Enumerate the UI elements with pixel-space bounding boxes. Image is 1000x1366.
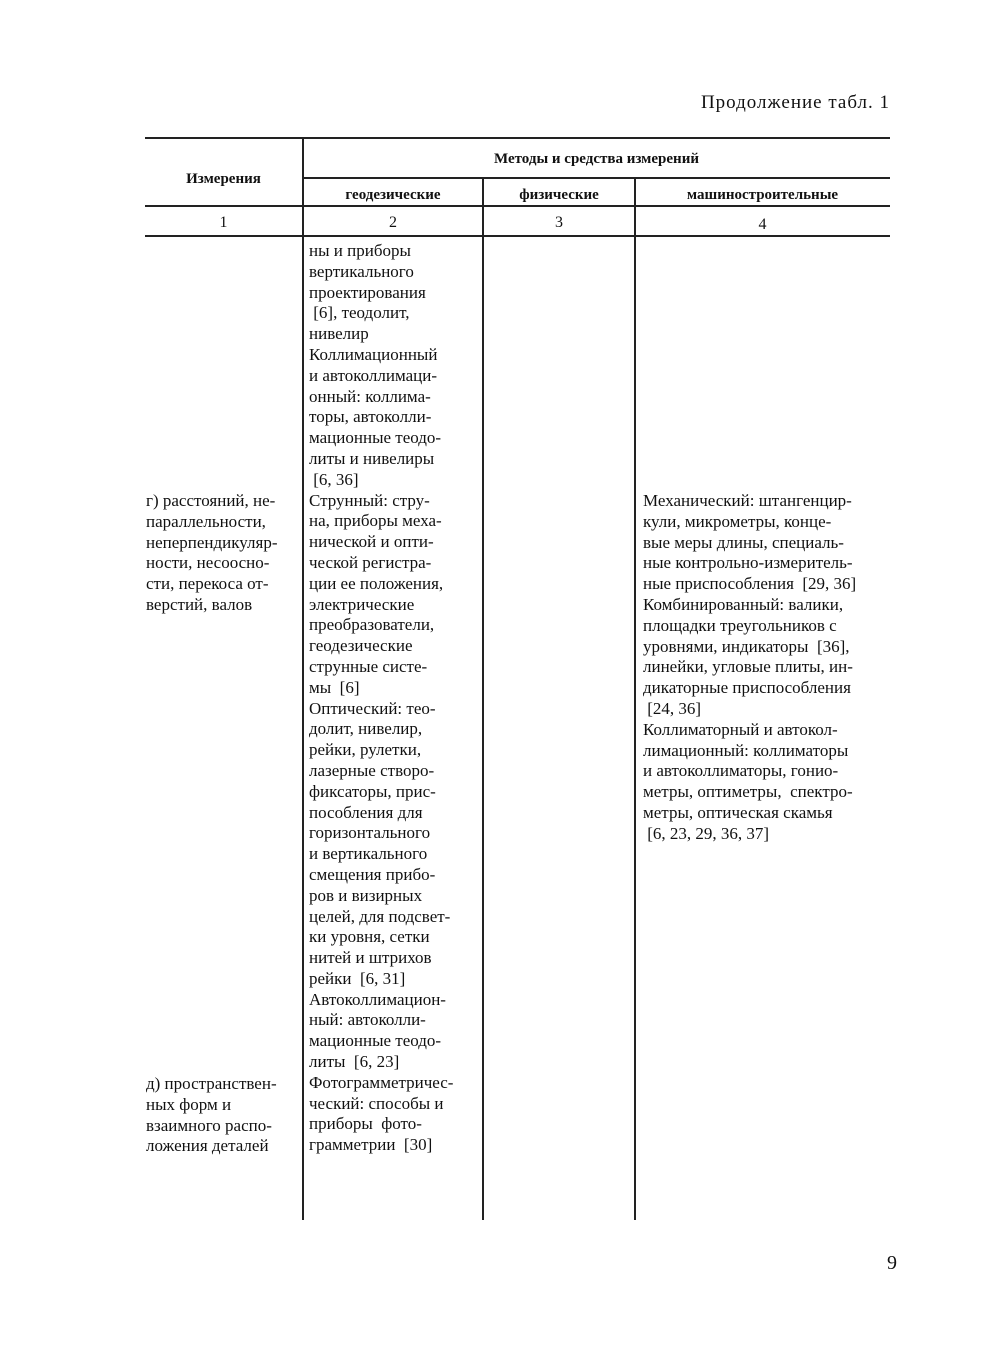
column-number-2: 2	[389, 214, 397, 231]
text-line: нической и опти-	[309, 532, 434, 552]
text-line: ны и приборы	[309, 241, 411, 260]
text-line: мационные теодо-	[309, 428, 442, 448]
text-line: ции ее положения,	[309, 573, 444, 593]
text-line: электрические	[309, 594, 415, 614]
text-line: взаимного распо-	[146, 1115, 272, 1135]
text-line: вертикального	[309, 261, 414, 281]
measurement-item-d	[146, 1074, 277, 1157]
text-line: литы и нивелиры	[309, 448, 435, 468]
text-line: параллельности,	[146, 511, 266, 531]
text-line: ческий: способы и	[309, 1093, 444, 1113]
text-line: Фотограмметричес-	[309, 1072, 454, 1092]
text-line: и автоколлимаци-	[309, 365, 437, 385]
text-line: и вертикального	[309, 844, 428, 864]
text-line: Коллимационный	[309, 344, 438, 364]
text-line: ки уровня, сетки	[309, 927, 430, 947]
text-line: фиксаторы, прис-	[309, 781, 436, 801]
subheader-physical: физические	[519, 187, 599, 203]
text-line: Механический: штангенцир-	[643, 491, 852, 510]
text-line: линейки, угловые плиты, ин-	[643, 657, 853, 677]
text-line: [6, 23, 29, 36, 37]	[643, 823, 770, 843]
column-divider-3	[634, 177, 636, 1220]
text-line: ных форм и	[146, 1094, 232, 1114]
text-line: лимационный: коллиматоры	[643, 740, 849, 760]
text-line: вые меры длины, специаль-	[643, 532, 844, 552]
text-line: горизонтального	[309, 823, 431, 843]
text-line: мы [6]	[309, 677, 360, 697]
column-divider-2	[482, 177, 484, 1220]
column-header-measurements: Измерения	[186, 171, 261, 187]
text-line: ный: автоколли-	[309, 1010, 426, 1030]
mechanical-methods-cell	[643, 491, 856, 845]
text-line: неперпендикуляр-	[146, 532, 278, 552]
table-top-rule	[145, 137, 890, 139]
page-number: 9	[887, 1252, 897, 1274]
text-line: ложения деталей	[146, 1136, 269, 1156]
text-line: дикаторные приспособления	[643, 678, 851, 698]
text-line: кули, микрометры, конце-	[643, 511, 832, 531]
text-line: торы, автоколли-	[309, 407, 432, 427]
group-header-rule	[303, 177, 890, 179]
text-line: нивелир	[309, 324, 369, 344]
text-line: ности, несоосно-	[146, 553, 270, 573]
text-line: рейки [6, 31]	[309, 968, 406, 988]
subheader-mechanical: машиностроительные	[686, 187, 839, 203]
text-line: и автоколлиматоры, гонио-	[643, 761, 839, 781]
text-line: метры, оптиметры, спектро-	[643, 782, 853, 802]
text-line: Автоколлимацион-	[309, 989, 446, 1009]
text-line: пособления для	[309, 802, 423, 822]
measurement-item-g	[146, 491, 278, 616]
subheader-geodetic: геодезические	[345, 187, 441, 203]
text-line: долит, нивелир,	[309, 719, 423, 739]
text-line: площадки треугольников с	[643, 615, 837, 635]
text-line: струнные систе-	[309, 656, 428, 676]
column-number-3: 3	[555, 214, 563, 231]
column-divider-1	[302, 137, 304, 1220]
text-line: нитей и штрихов	[309, 948, 432, 968]
text-line: [24, 36]	[643, 698, 702, 718]
text-line: мационные теодо-	[309, 1031, 442, 1051]
text-line: целей, для подсвет-	[309, 906, 451, 926]
text-line: лазерные створо-	[309, 760, 435, 780]
text-line: геодезические	[309, 636, 413, 656]
text-line: приборы фото-	[309, 1114, 422, 1134]
text-line: г) расстояний, не-	[146, 491, 276, 510]
text-line: верстий, валов	[146, 594, 253, 614]
text-line: метры, оптическая скамья	[643, 802, 833, 822]
text-line: проектирования	[309, 282, 426, 302]
group-header-methods: Методы и средства измерений	[494, 151, 699, 167]
text-line: уровнями, индикаторы [36],	[643, 636, 850, 656]
text-line: Комбинированный: валики,	[643, 594, 844, 614]
column-number-4: 4	[758, 216, 767, 233]
geodetic-methods-cell	[309, 241, 453, 1156]
text-line: ров и визирных	[309, 885, 423, 905]
text-line: рейки, рулетки,	[309, 740, 422, 760]
numbers-bottom-rule	[145, 235, 890, 237]
text-line: [6, 36]	[309, 469, 359, 489]
header-bottom-rule	[145, 205, 890, 207]
table-continuation-label: Продолжение табл. 1	[700, 92, 890, 113]
text-line: преобразователи,	[309, 615, 435, 635]
text-line: Коллиматорный и автокол-	[643, 719, 838, 739]
text-line: ные приспособления [29, 36]	[643, 574, 857, 594]
text-line: смещения прибо-	[309, 864, 436, 884]
text-line: Оптический: тео-	[309, 698, 436, 718]
text-line: сти, перекоса от-	[146, 574, 269, 594]
text-line: литы [6, 23]	[309, 1052, 400, 1072]
text-line: на, приборы меха-	[309, 511, 442, 531]
text-line: [6], теодолит,	[309, 303, 410, 323]
text-line: д) пространствен-	[146, 1074, 277, 1093]
column-number-1: 1	[219, 214, 228, 231]
text-line: ные контрольно-измеритель-	[643, 553, 853, 573]
text-line: грамметрии [30]	[309, 1135, 433, 1155]
text-line: Струнный: стру-	[309, 490, 430, 510]
text-line: онный: коллима-	[309, 386, 431, 406]
text-line: ческой регистра-	[309, 552, 432, 572]
